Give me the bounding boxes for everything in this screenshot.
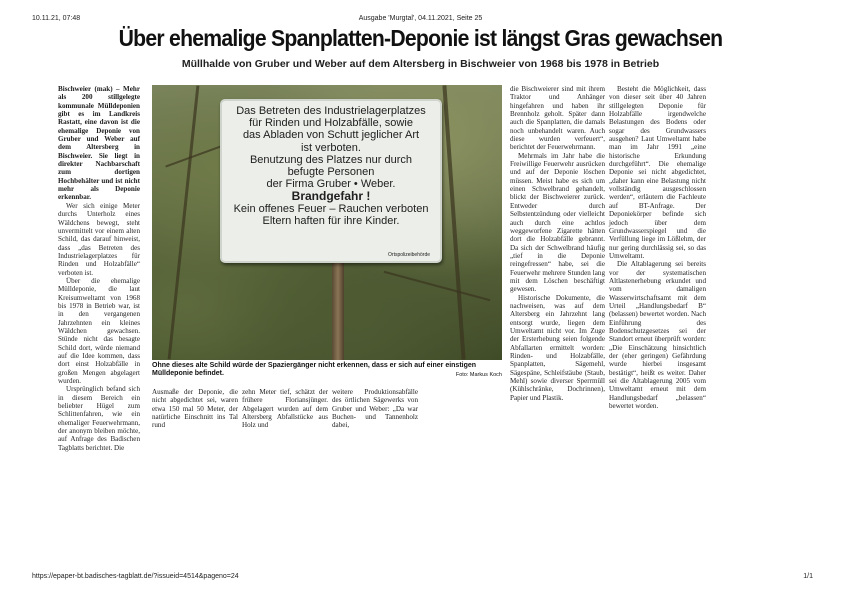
article-bottom-segment: Ausmaße der Deponie, die nicht abgedichtet sei, waren etwa 150 mal 50 Meter, der natürliche Einschnitt ins Tal rund (152, 388, 238, 430)
article-lead: Bischweier (mak) – Mehr als 200 stillgelegte kommunale Mülldeponien gibt es im Landkreis Rastatt, eine davon ist die ehemalige Deponie von Gruber und Weber auf dem Altersberg in Bischweier. Sie liegt in direkter Nachbarschaft zum dortigen Hochbehälter und ist nicht mehr als Deponie erkennbar. (58, 85, 140, 202)
print-edition-info: Ausgabe 'Murgtal', 04.11.2021, Seite 25 (358, 15, 483, 22)
article-paragraph: Über die ehemalige Mülldeponie, die laut Kreisumweltamt von 1968 bis 1978 in Betrieb war, ist in den vergangenen Jahrzehnten ein kleines Wäldchen gewachsen. Stünde nicht das besagte Schild dort, würde niemand auf die Idee kommen, dass dort einst Holzabfälle in großen Mengen abgelagert wurden. (58, 276, 140, 386)
print-date-time: 10.11.21, 07:48 (32, 15, 81, 22)
photo-caption-text: Ohne dieses alte Schild würde der Spaziergänger nicht erkennen, dass er sich auf einer einstigen Mülldeponie befindet. (152, 362, 477, 378)
sign-line: Benutzung des Platzes nur durch (249, 153, 413, 166)
sign-line: Kein offenes Feuer – Rauchen verboten (233, 202, 429, 215)
sign-authority: Ortspolizeibehörde (388, 252, 430, 258)
article-column-1 (58, 85, 140, 452)
sign-line: ist verboten. (301, 141, 361, 154)
sign-line: befugte Personen (287, 166, 375, 179)
sign-line: Das Betreten des Industrielagerplatzes (236, 105, 426, 117)
warning-sign (220, 99, 442, 263)
sign-line-fire-warning: Brandgefahr ! (291, 189, 371, 204)
article-column-4 (609, 85, 706, 425)
article-bottom-segment: zehn Meter tief, schätzt der frühere Floriansjünger. Abgelagert wurden auf dem Altersberg Abfallstücke aus Holz und (242, 388, 328, 430)
article-paragraph: Besteht die Möglichkeit, dass von dieser seit über 40 Jahren stillgelegten Deponie für Holzabfälle irgendwelche Belastungen des Bodens oder sogar des Grundwassers ausgehen? Laut Umweltamt habe man im Jahr 1991 „eine historische Erkundung durchgeführt“. Die ehemalige Deponie sei nicht abgedichtet, „daher kann eine Belastung nicht vollständig ausgeschlossen werden“, erläutern die Fachleute auf BT-Anfrage. Der Deponiekörper befinde sich jedoch über dem Grundwasserspiegel und die Verfüllung liege im Lößlehm, der nur gering durchlässig sei, so das Umweltamt. (609, 85, 706, 260)
article-subheadline: Müllhalde von Gruber und Weber auf dem Altersberg in Bischweier von 1968 bis 1978 in Betrieb (181, 58, 660, 70)
source-url: https://epaper-bt.badisches-tagblatt.de/?issueid=4514&pageno=24 (32, 573, 239, 580)
sign-line: der Firma Gruber • Weber. (266, 178, 396, 191)
article-headline: Über ehemalige Spanplatten-Deponie ist längst Gras gewachsen (118, 25, 723, 51)
sign-post (332, 263, 344, 360)
article-paragraph: Wer sich einige Meter durchs Unterholz eines Wäldchens bewegt, steht unvermittelt vor einem alten Schild, das darauf hinweist, dass „das Betreten des Industrielagerplatzes für Rinden und Holzabfälle“ verboten ist. (58, 201, 140, 277)
article-photo (152, 85, 502, 360)
photo-credit: Foto: Markus Koch (455, 372, 502, 379)
article-bottom-segment: weitere Produktionsabfälle des örtlichen Sägewerks von Gruber und Weber: „Da war Buchen- und Tannenholz dabei, (332, 388, 418, 430)
article-paragraph: Mehrmals im Jahr habe die Freiwillige Feuerwehr ausrücken und auf der Deponie löschen müssen. Meist habe es sich um einen Schwelbrand gehandelt, blickt der Bischweierer zurück. Entweder durch Selbstentzündung oder vielleicht auch durch eine achtlos weggeworfene Zigarette hätten dort die Holzabfälle gebrannt. Da sich der Schwelbrand häufig „tief in die Deponie reingefressen“ habe, sei die Feuerwehr mehrere Stunden lang mit dem Löschen beschäftigt gewesen. (510, 151, 605, 294)
sign-line: das Abladen von Schutt jeglicher Art (242, 129, 420, 142)
article-paragraph: Die Altablagerung sei bereits vor der systematischen Altlastenerhebung erkundet und vom damaligen Wasserwirtschaftsamt mit dem Urteil „Handlungsbedarf B“ (belassen) bewertet worden. Nach Einführung des Bodenschutzgesetzes sei der Standort erneut überprüft worden: „Die Einschätzung hinsichtlich der (eher geringen) Gefährdung wurde hierbei insgesamt bestätigt“, heißt es weiter. Daher sei die Altablagerung 2005 vom Umweltamt erneut mit dem Handlungsbedarf „belassen“ bewertet worden. (609, 260, 706, 411)
page-count: 1/1 (803, 573, 813, 580)
sign-line: für Rinden und Holzabfälle, sowie (249, 117, 413, 130)
article-paragraph: Ursprünglich befand sich in diesem Bereich ein beliebter Hügel zum Schlittenfahren, wie ein ehemaliger Feuerwehrmann, der anonym bleiben möchte, auf Anfrage des Badischen Tagblatts berichtet. Die (58, 385, 140, 452)
sign-line: Eltern haften für ihre Kinder. (262, 214, 400, 227)
article-paragraph: Historische Dokumente, die nachweisen, was auf dem Altersberg ein Jahrzehnt lang entsorgt wurde, liegen dem Umweltamt nicht vor. Im Zuge der Ersterhebung seien folgende Abfallarten ermittelt worden: Rinden- und Holzabfälle, Spanplatten, Sägemehl, Sägespäne, Schleifstäube (Staub, Mehl) sowie diverser Sperrmüll (Kühlschränke, Dochrinnen), Papier und Plastik. (510, 293, 605, 402)
article-column-3 (510, 85, 605, 425)
photo-caption (152, 362, 502, 380)
article-paragraph: die Bischweierer sind mit ihrem Traktor und Anhänger hingefahren und haben ihr Brennholz geholt. Später dann auch die Spanplatten, die damals noch unbehandelt waren. Auch diese wurden verfeuert“, berichtet der Feuerwehrmann. (510, 85, 605, 152)
